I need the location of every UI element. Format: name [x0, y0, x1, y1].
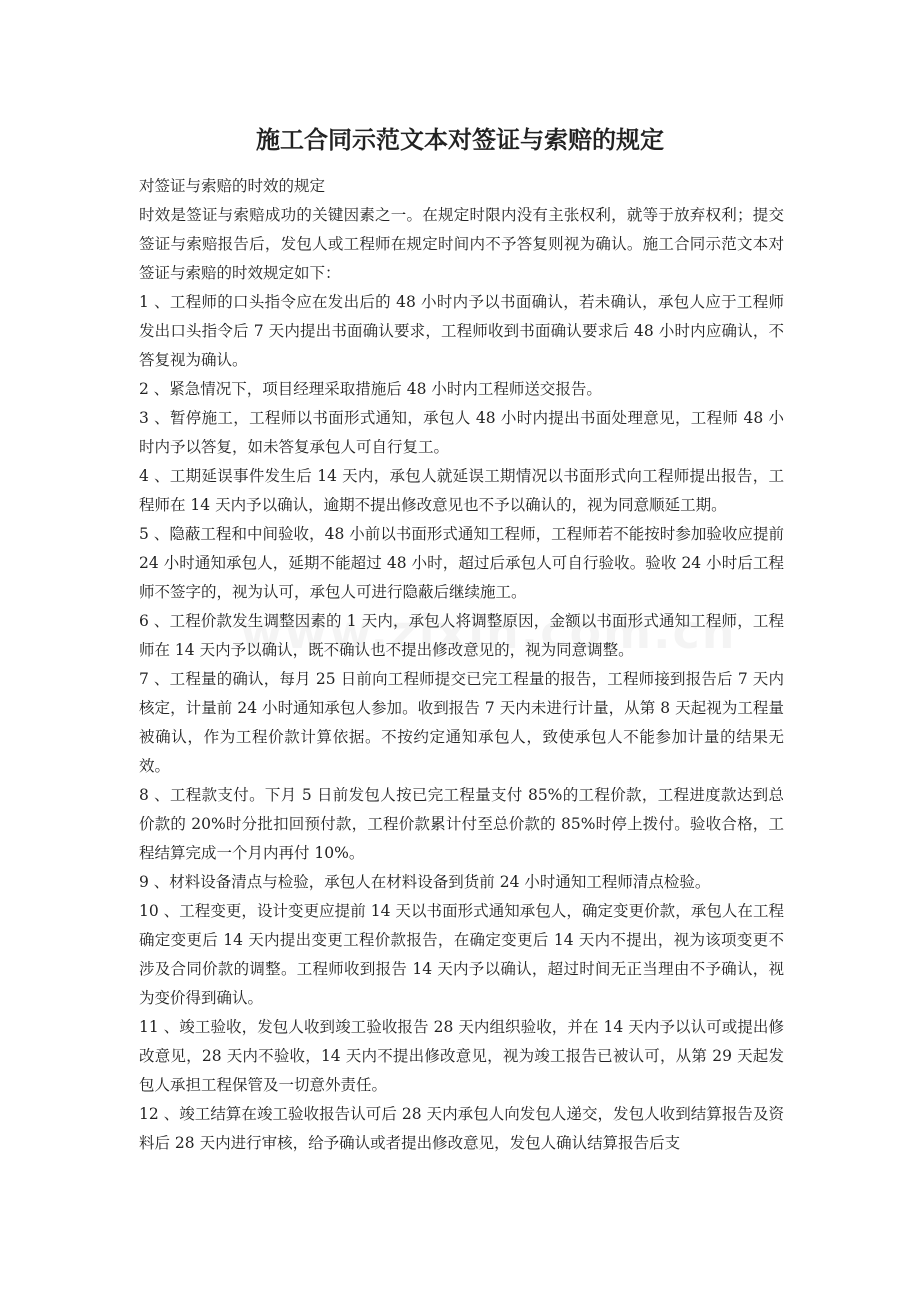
document-title: 施工合同示范文本对签证与索赔的规定	[256, 125, 664, 154]
list-item-8: 8 、工程款支付。下月 5 日前发包人按已完工程量支付 85%的工程价款，工程进度款达到总价款的 20%时分批扣回预付款，工程价款累计付至总价款的 85%时停上拨付。验收合格，工程结算完成一个月内再付 10%。	[139, 786, 784, 862]
list-item-1: 1 、工程师的口头指令应在发出后的 48 小时内予以书面确认，若未确认，承包人应于工程师发出口头指令后 7 天内提出书面确认要求，工程师收到书面确认要求后 48 小时内应确认，不答复视为确认。	[139, 293, 784, 369]
document-body	[139, 172, 784, 1158]
list-item-5: 5 、隐蔽工程和中间验收，48 小前以书面形式通知工程师，工程师若不能按时参加验收应提前 24 小时通知承包人，延期不能超过 48 小时，超过后承包人可自行验收。验收 24 小时后工程师不签字的，视为认可，承包人可进行隐蔽后继续施工。	[139, 525, 784, 601]
list-item-2: 2 、紧急情况下，项目经理采取措施后 48 小时内工程师送交报告。	[139, 380, 602, 398]
list-item-6: 6 、工程价款发生调整因素的 1 天内，承包人将调整原因，金额以书面形式通知工程师，工程师在 14 天内予以确认，既不确认也不提出修改意见的，视为同意调整。	[139, 612, 784, 659]
list-item-3: 3 、暂停施工，工程师以书面形式通知，承包人 48 小时内提出书面处理意见，工程师 48 小时内予以答复，如未答复承包人可自行复工。	[139, 409, 784, 456]
list-item-9: 9 、材料设备清点与检验，承包人在材料设备到货前 24 小时通知工程师清点检验。	[139, 873, 711, 891]
list-item-11: 11 、竣工验收，发包人收到竣工验收报告 28 天内组织验收，并在 14 天内予以认可或提出修改意见，28 天内不验收，14 天内不提出修改意见，视为竣工报告已被认可，从第 29 天起发包人承担工程保管及一切意外责任。	[139, 1018, 784, 1094]
list-item-4: 4 、工期延误事件发生后 14 天内，承包人就延误工期情况以书面形式向工程师提出报告，工程师在 14 天内予以确认，逾期不提出修改意见也不予以确认的，视为同意顺延工期。	[139, 467, 784, 514]
list-item-10: 10 、工程变更，设计变更应提前 14 天以书面形式通知承包人，确定变更价款，承包人在工程确定变更后 14 天内提出变更工程价款报告，在确定变更后 14 天内不提出，视为该项变更不涉及合同价款的调整。工程师收到报告 14 天内予以确认，超过时间无正当理由不予确认，视为变价得到确认。	[139, 902, 784, 1007]
list-item-7: 7 、工程量的确认，每月 25 日前向工程师提交已完工程量的报告，工程师接到报告后 7 天内核定，计量前 24 小时通知承包人参加。收到报告 7 天内未进行计量，从第 8 天起视为工程量被确认，作为工程价款计算依据。不按约定通知承包人，致使承包人不能参加计量的结果无效。	[139, 670, 784, 775]
section-subheading: 对签证与索赔的时效的规定	[139, 177, 326, 195]
list-item-12: 12 、竣工结算在竣工验收报告认可后 28 天内承包人向发包人递交，发包人收到结算报告及资料后 28 天内进行审核，给予确认或者提出修改意见，发包人确认结算报告后支	[139, 1105, 784, 1152]
intro-paragraph: 时效是签证与索赔成功的关键因素之一。在规定时限内没有主张权利，就等于放弃权利；提交签证与索赔报告后，发包人或工程师在规定时间内不予答复则视为确认。施工合同示范文本对签证与索赔的时效规定如下：	[139, 206, 784, 282]
